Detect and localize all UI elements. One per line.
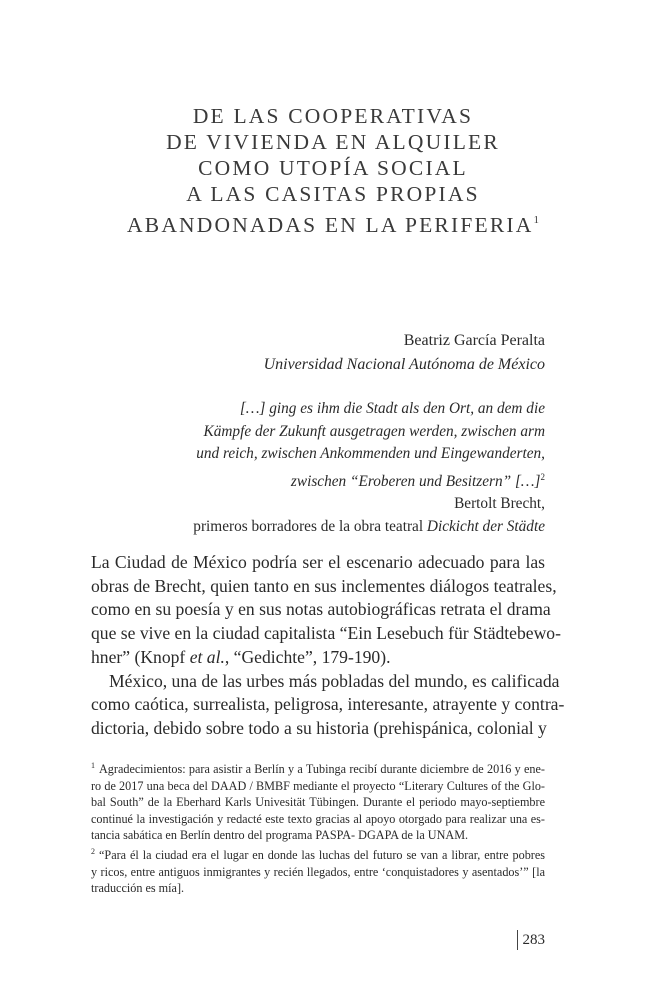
paragraph (91, 551, 561, 670)
text-line: como en su poesía y en sus notas autobiográficas retrata el drama (91, 599, 551, 620)
text-line: dictoria, debido sobre todo a su historia (prehispánica, colonial y (91, 717, 547, 738)
title-line: A LAS CASITAS PROPIAS (186, 182, 480, 206)
epigraph-attribution: Bertolt Brecht, (454, 495, 545, 512)
footnote-line (91, 758, 545, 778)
epigraph-line: […] ging es ihm die Stadt als den Ort, an dem die (239, 400, 545, 417)
footnote-text: Agradecimientos: para asistir a Berlín y a Tubinga recibí durante diciembre de 2016 y ene- (99, 762, 545, 776)
text-line: México, una de las urbes más pobladas del mundo, es calificada (109, 670, 560, 691)
epigraph-line: und reich, zwischen Ankommenden und Eingewanderten, (196, 445, 545, 462)
paragraph (91, 670, 565, 741)
footnote-line: continué la investigación y redacté este texto gracias al apoyo otorgado para realizar una es- (91, 811, 545, 826)
page-number: 283 (517, 930, 546, 950)
epigraph-footnote-mark[interactable]: 2 (540, 471, 545, 482)
text-segment: , “Gedichte”, 179-190). (224, 646, 391, 667)
epigraph-source-prefix: primeros borradores de la obra teatral (193, 517, 424, 535)
footnotes (91, 758, 545, 897)
epigraph-source-title: Dickicht der Städte (426, 517, 545, 535)
body-text (91, 551, 565, 741)
footnote-mark: 2 (91, 846, 95, 856)
title-footnote-mark[interactable]: 1 (533, 214, 539, 226)
epigraph-source (75, 516, 545, 539)
title-line: DE VIVIENDA EN ALQUILER (166, 130, 500, 154)
footnote-line (91, 844, 545, 864)
epigraph-line-last (75, 466, 545, 494)
author-affiliation: Universidad Nacional Autónoma de México (263, 356, 545, 373)
title-line-text: ABANDONADAS EN LA PERIFERIA (127, 213, 534, 237)
text-segment: hner” (Knopf (91, 646, 190, 667)
epigraph-line-text: zwischen “Eroberen und Besitzern” […] (290, 472, 541, 490)
title-line-last (80, 207, 586, 238)
chapter-title (80, 103, 586, 238)
title-line: COMO UTOPÍA SOCIAL (198, 156, 468, 180)
epigraph (75, 398, 545, 538)
text-line: que se vive en la ciudad capitalista “Ein Lesebuch für Städtebewo- (91, 623, 561, 644)
text-line: como caótica, surrealista, peligrosa, interesante, atrayente y contra- (91, 694, 565, 715)
footnote-line: bal South” de la Eberhard Karls Univesität Tübingen. Durante el periodo mayo-septiembre (91, 795, 545, 810)
footnote-text: “Para él la ciudad era el lugar en donde las luchas del futuro se van a librar, entre pobres (99, 847, 545, 862)
footnote-line: ro de 2017 una beca del DAAD / BMBF mediante el proyecto “Literary Cultures of the Glo- (91, 778, 545, 793)
text-line: obras de Brecht, quien tanto en sus inclementes diálogos teatrales, (91, 575, 557, 596)
text-line: La Ciudad de México podría ser el escenario adecuado para las (91, 552, 545, 572)
footnote-line: traducción es mía]. (91, 881, 185, 896)
text-line (91, 646, 545, 670)
footnote-mark: 1 (91, 761, 95, 770)
footnote-line: tancia sabática en Berlín dentro del programa PASPA- DGAPA de la UNAM. (91, 828, 469, 843)
epigraph-line: Kämpfe der Zukunft ausgetragen werden, zwischen arm (203, 422, 545, 440)
text-italic: et al. (189, 646, 225, 667)
author-name: Beatriz García Peralta (403, 332, 545, 349)
title-line: DE LAS COOPERATIVAS (192, 104, 474, 128)
footnote-line: y ricos, entre antiguos inmigrantes y recién llegados, entre ‘conquistadores y asentados’” [la (91, 864, 545, 879)
